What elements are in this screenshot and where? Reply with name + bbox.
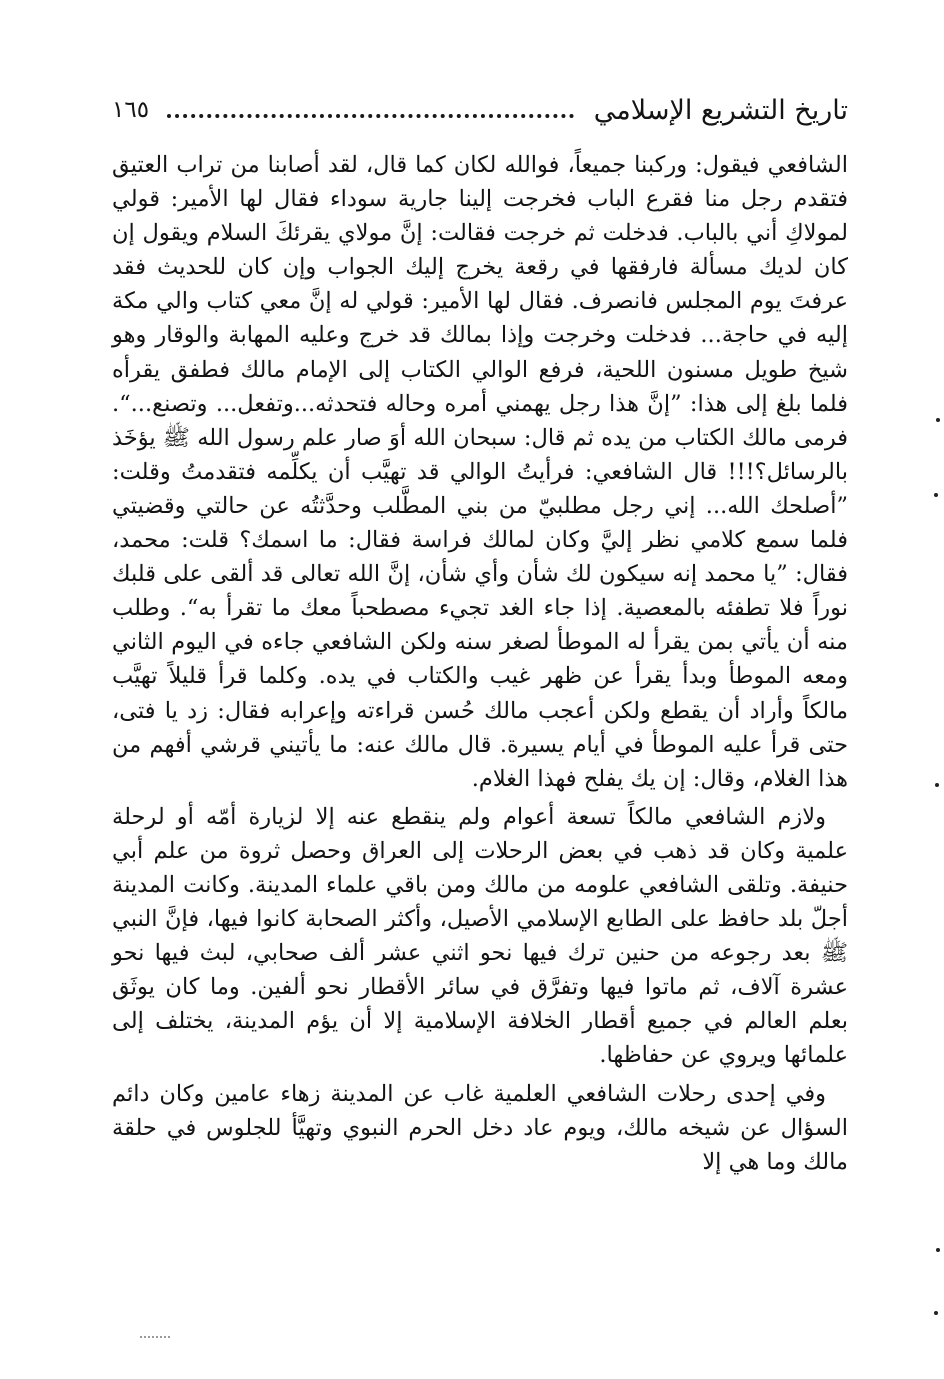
margin-mark (934, 1311, 938, 1315)
margin-mark (936, 418, 940, 422)
paragraph: وفي إحدى رحلات الشافعي العلمية غاب عن المدينة زهاء عامين وكان دائم السؤال عن شيخه مالك، ويوم عاد دخل الحرم النبوي وتهيَّأ للجلوس في حلقة مالك وما هي إلا (112, 1080, 848, 1175)
margin-mark (934, 493, 938, 497)
page-number: ١٦٥ (112, 96, 150, 123)
running-title: تاريخ التشريع الإسلامي (593, 94, 848, 126)
margin-mark (935, 783, 939, 787)
paragraph: الشافعي فيقول: وركبنا جميعاً، فوالله لكان كما قال، لقد أصابنا من تراب العتيق فتقدم رجل منا فقرع الباب فخرجت إلينا جارية سوداء فقال لها الأمير: قولي لمولاكِ أني بالباب. فدخلت ثم خرجت فقالت: إنَّ مولاي يقرئكَ السلام ويقول إن كان لديك مسألة فارفقها في رقعة يخرج إليك الجواب وإن كان للحديث فقد عرفتَ يوم المجلس فانصرف. فقال لها الأمير: قولي له إنَّ معي كتاب والي مكة إليه في حاجة... فدخلت وخرجت وإذا بمالك قد خرج وعليه المهابة والوقار وهو شيخ طويل مسنون اللحية، فرفع الوالي الكتاب إلى الإمام مالك فطفق يقرأه فلما بلغ إلى هذا: ”إنَّ هذا رجل يهمني أمره وحاله فتحدثه...وتفعل... وتصنع...“. فرمى مالك الكتاب من يده ثم قال: سبحان الله أوَ صار علم رسول الله ﷺ يؤخَذ بالرسائل؟!!! قال الشافعي: فرأيتُ الوالي قد تهيَّب أن يكلِّمه فتقدمتُ وقلت: ”أصلحك الله... إني رجل مطلبيّ من بني المطَّلب وحدَّثتُه عن حالتي وقضيتي فلما سمع كلامي نظر إليَّ وكان لمالك فراسة فقال: ما اسمك؟ قلت: محمد، فقال: ”يا محمد إنه سيكون لك شأن وأي شأن، إنَّ الله تعالى قد ألقى على قلبك نوراً فلا تطفئه بالمعصية. إذا جاء الغد تجيء مصطحباً معك ما تقرأ به“. وطلب منه أن يأتي بمن يقرأ له الموطأ لصغر سنه ولكن الشافعي جاءه في اليوم الثاني ومعه الموطأ وبدأ يقرأ عن ظهر غيب والكتاب في يده. وكلما قرأ قليلاً تهيَّب مالكاً وأراد أن يقطع ولكن أعجب مالك حُسن قراءته وإعرابه فقال: زد يا فتى، حتى قرأ عليه الموطأ في أيام يسيرة. قال مالك عنه: ما يأتيني قرشي أفهم من هذا الغلام، وقال: إن يك يفلح فهذا الغلام. (112, 152, 848, 792)
margin-mark (936, 1248, 940, 1252)
body-text (112, 148, 848, 1179)
header-dotted-leader (167, 114, 574, 118)
scan-noise (140, 1330, 170, 1338)
paragraph: ولازم الشافعي مالكاً تسعة أعوام ولم ينقطع عنه إلا لزيارة أمّه أو لرحلة علمية وكان قد ذهب في بعض الرحلات إلى العراق وحصل ثروة من علم أبي حنيفة. وتلقى الشافعي علومه من مالك ومن باقي علماء المدينة. وكانت المدينة أجلّ بلد حافظ على الطابع الإسلامي الأصيل، وأكثر الصحابة كانوا فيها، فإنَّ النبي ﷺ بعد رجوعه من حنين ترك فيها نحو اثني عشر ألف صحابي، لبث فيها نحو عشرة آلاف، ثم ماتوا فيها وتفرَّق في سائر الأقطار نحو ألفين. وما كان يوثَق بعلم العالم في جميع أقطار الخلافة الإسلامية إلا أن يؤم المدينة، يختلف إلى علمائها ويروي عن حفاظها. (112, 803, 848, 1069)
running-header (112, 88, 848, 132)
